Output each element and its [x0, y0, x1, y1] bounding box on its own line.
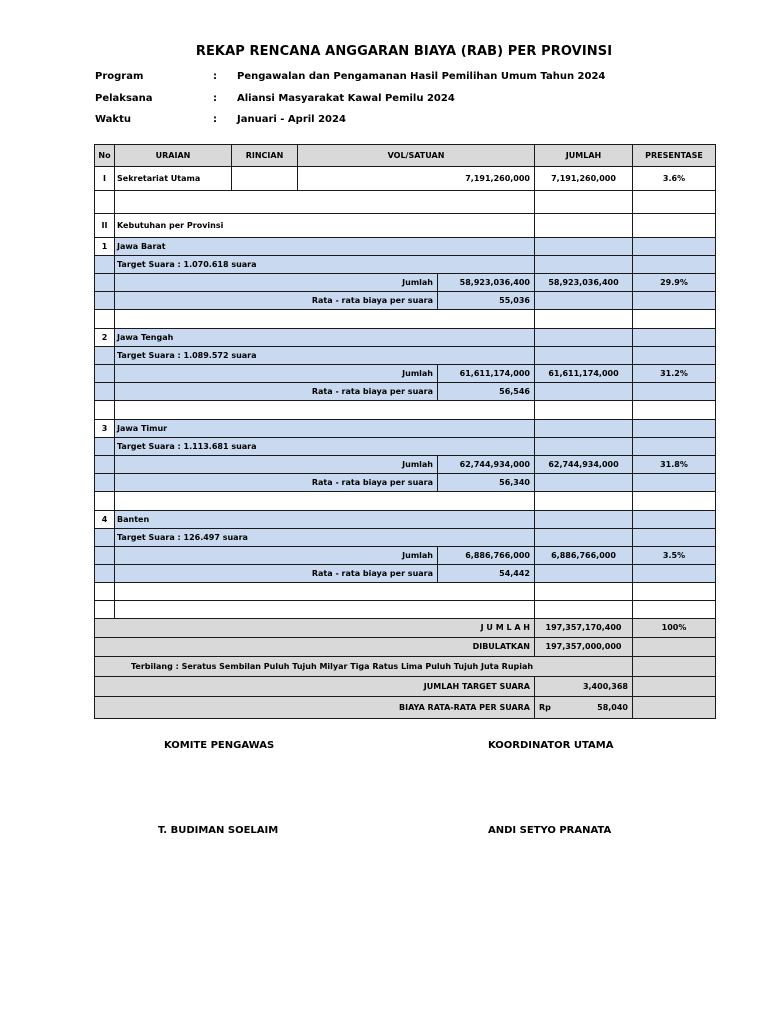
meta-colon: :	[213, 114, 217, 125]
empty-cell	[94, 382, 115, 401]
province-jumlah-label: Jumlah	[114, 364, 438, 383]
section-label: Sekretariat Utama	[114, 166, 232, 191]
empty-cell	[632, 473, 716, 492]
empty-cell	[632, 419, 716, 438]
empty-cell	[632, 696, 716, 719]
empty-cell	[114, 491, 535, 511]
empty-cell	[632, 328, 716, 347]
province-target: Target Suara : 126.497 suara	[114, 528, 535, 547]
header-uraian: URAIAN	[114, 144, 232, 167]
empty-cell	[632, 437, 716, 456]
empty-cell	[632, 582, 716, 601]
province-rata: 56,340	[437, 473, 535, 492]
section-vol: 7,191,260,000	[297, 166, 535, 191]
province-no: 4	[94, 510, 115, 529]
empty-cell	[534, 419, 633, 438]
empty-cell	[534, 190, 633, 214]
avg-cost-value: 58,040	[597, 702, 628, 712]
empty-cell	[534, 400, 633, 420]
meta-label: Waktu	[95, 114, 131, 125]
empty-cell	[632, 255, 716, 274]
total-value: 197,357,170,400	[534, 618, 633, 638]
empty-cell	[94, 546, 115, 565]
meta-label: Pelaksana	[95, 93, 153, 104]
signature-right-title: KOORDINATOR UTAMA	[488, 740, 614, 751]
province-rata-label: Rata - rata biaya per suara	[114, 564, 438, 583]
empty-cell	[94, 437, 115, 456]
empty-cell	[94, 491, 115, 511]
empty-cell	[534, 491, 633, 511]
empty-cell	[632, 528, 716, 547]
empty-cell	[94, 255, 115, 274]
document-title: REKAP RENCANA ANGGARAN BIAYA (RAB) PER PROVINSI	[195, 44, 613, 59]
province-no: 3	[94, 419, 115, 438]
empty-cell	[632, 400, 716, 420]
empty-cell	[534, 309, 633, 329]
section-no: II	[94, 213, 115, 238]
empty-cell	[534, 564, 633, 583]
province-jumlah: 58,923,036,400	[437, 273, 535, 292]
empty-cell	[94, 400, 115, 420]
province-rata: 56,546	[437, 382, 535, 401]
empty-cell	[632, 676, 716, 697]
empty-cell	[534, 346, 633, 365]
header-rincian: RINCIAN	[231, 144, 298, 167]
province-name: Jawa Tengah	[114, 328, 535, 347]
province-jumlah: 61,611,174,000	[437, 364, 535, 383]
meta-label: Program	[95, 71, 144, 82]
empty-cell	[534, 600, 633, 619]
empty-cell	[534, 510, 633, 529]
rounded-label: DIBULATKAN	[94, 637, 535, 657]
province-pct: 31.8%	[632, 455, 716, 474]
province-rata: 54,442	[437, 564, 535, 583]
avg-cost-label: BIAYA RATA-RATA PER SUARA	[94, 696, 535, 719]
empty-cell	[534, 237, 633, 256]
empty-cell	[632, 637, 716, 657]
meta-value: Januari - April 2024	[237, 114, 346, 125]
signature-right-name: ANDI SETYO PRANATA	[488, 825, 612, 836]
empty-cell	[534, 213, 633, 238]
empty-cell	[632, 213, 716, 238]
province-total: 61,611,174,000	[534, 364, 633, 383]
province-target: Target Suara : 1.113.681 suara	[114, 437, 535, 456]
province-target: Target Suara : 1.070.618 suara	[114, 255, 535, 274]
meta-value: Aliansi Masyarakat Kawal Pemilu 2024	[237, 93, 455, 104]
section-label: Kebutuhan per Provinsi	[114, 213, 535, 238]
province-total: 58,923,036,400	[534, 273, 633, 292]
empty-cell	[114, 190, 535, 214]
empty-cell	[114, 600, 535, 619]
empty-cell	[632, 382, 716, 401]
empty-cell	[632, 600, 716, 619]
empty-cell	[632, 346, 716, 365]
province-jumlah-label: Jumlah	[114, 273, 438, 292]
empty-cell	[534, 582, 633, 601]
empty-cell	[94, 600, 115, 619]
section-pct: 3.6%	[632, 166, 716, 191]
meta-value: Pengawalan dan Pengamanan Hasil Pemilihan Umum Tahun 2024	[237, 71, 606, 82]
section-no: I	[94, 166, 115, 191]
province-name: Banten	[114, 510, 535, 529]
empty-cell	[534, 437, 633, 456]
amount-in-words: Terbilang : Seratus Sembilan Puluh Tujuh Milyar Tiga Ratus Lima Puluh Tujuh Juta Rupiah	[94, 656, 633, 677]
empty-cell	[632, 190, 716, 214]
empty-cell	[632, 237, 716, 256]
avg-cost-cell	[534, 696, 633, 719]
province-rata-label: Rata - rata biaya per suara	[114, 291, 438, 310]
province-no: 1	[94, 237, 115, 256]
empty-cell	[94, 346, 115, 365]
empty-cell	[94, 273, 115, 292]
empty-cell	[94, 291, 115, 310]
province-name: Jawa Barat	[114, 237, 535, 256]
header-vol-satuan: VOL/SATUAN	[297, 144, 535, 167]
empty-cell	[534, 528, 633, 547]
empty-cell	[94, 364, 115, 383]
empty-cell	[632, 491, 716, 511]
empty-cell	[94, 528, 115, 547]
header-no: No	[94, 144, 115, 167]
province-jumlah-label: Jumlah	[114, 546, 438, 565]
total-pct: 100%	[632, 618, 716, 638]
empty-cell	[94, 455, 115, 474]
province-pct: 31.2%	[632, 364, 716, 383]
empty-cell	[94, 473, 115, 492]
rounded-value: 197,357,000,000	[534, 637, 633, 657]
total-label: J U M L A H	[94, 618, 535, 638]
budget-table	[94, 144, 716, 719]
section-jumlah: 7,191,260,000	[534, 166, 633, 191]
header-jumlah: JUMLAH	[534, 144, 633, 167]
empty-cell	[632, 309, 716, 329]
province-pct: 29.9%	[632, 273, 716, 292]
empty-cell	[632, 291, 716, 310]
empty-cell	[632, 656, 716, 677]
currency-label: Rp	[539, 702, 551, 712]
province-rata-label: Rata - rata biaya per suara	[114, 382, 438, 401]
province-rata: 55,036	[437, 291, 535, 310]
province-rata-label: Rata - rata biaya per suara	[114, 473, 438, 492]
empty-cell	[534, 382, 633, 401]
empty-cell	[534, 291, 633, 310]
province-total: 6,886,766,000	[534, 546, 633, 565]
empty-cell	[534, 328, 633, 347]
empty-cell	[632, 510, 716, 529]
province-pct: 3.5%	[632, 546, 716, 565]
empty-cell	[632, 564, 716, 583]
empty-cell	[534, 255, 633, 274]
empty-cell	[534, 473, 633, 492]
province-name: Jawa Timur	[114, 419, 535, 438]
province-jumlah: 62,744,934,000	[437, 455, 535, 474]
meta-colon: :	[213, 93, 217, 104]
empty-cell	[94, 190, 115, 214]
province-jumlah: 6,886,766,000	[437, 546, 535, 565]
empty-cell	[94, 582, 115, 601]
signature-left-title: KOMITE PENGAWAS	[164, 740, 275, 751]
empty-cell	[231, 166, 298, 191]
empty-cell	[94, 564, 115, 583]
empty-cell	[94, 309, 115, 329]
signature-left-name: T. BUDIMAN SOELAIM	[158, 825, 279, 836]
empty-cell	[114, 582, 535, 601]
target-total-value: 3,400,368	[534, 676, 633, 697]
empty-cell	[114, 400, 535, 420]
header-presentase: PRESENTASE	[632, 144, 716, 167]
province-target: Target Suara : 1.089.572 suara	[114, 346, 535, 365]
empty-cell	[114, 309, 535, 329]
target-total-label: JUMLAH TARGET SUARA	[94, 676, 535, 697]
province-total: 62,744,934,000	[534, 455, 633, 474]
meta-colon: :	[213, 71, 217, 82]
province-jumlah-label: Jumlah	[114, 455, 438, 474]
province-no: 2	[94, 328, 115, 347]
